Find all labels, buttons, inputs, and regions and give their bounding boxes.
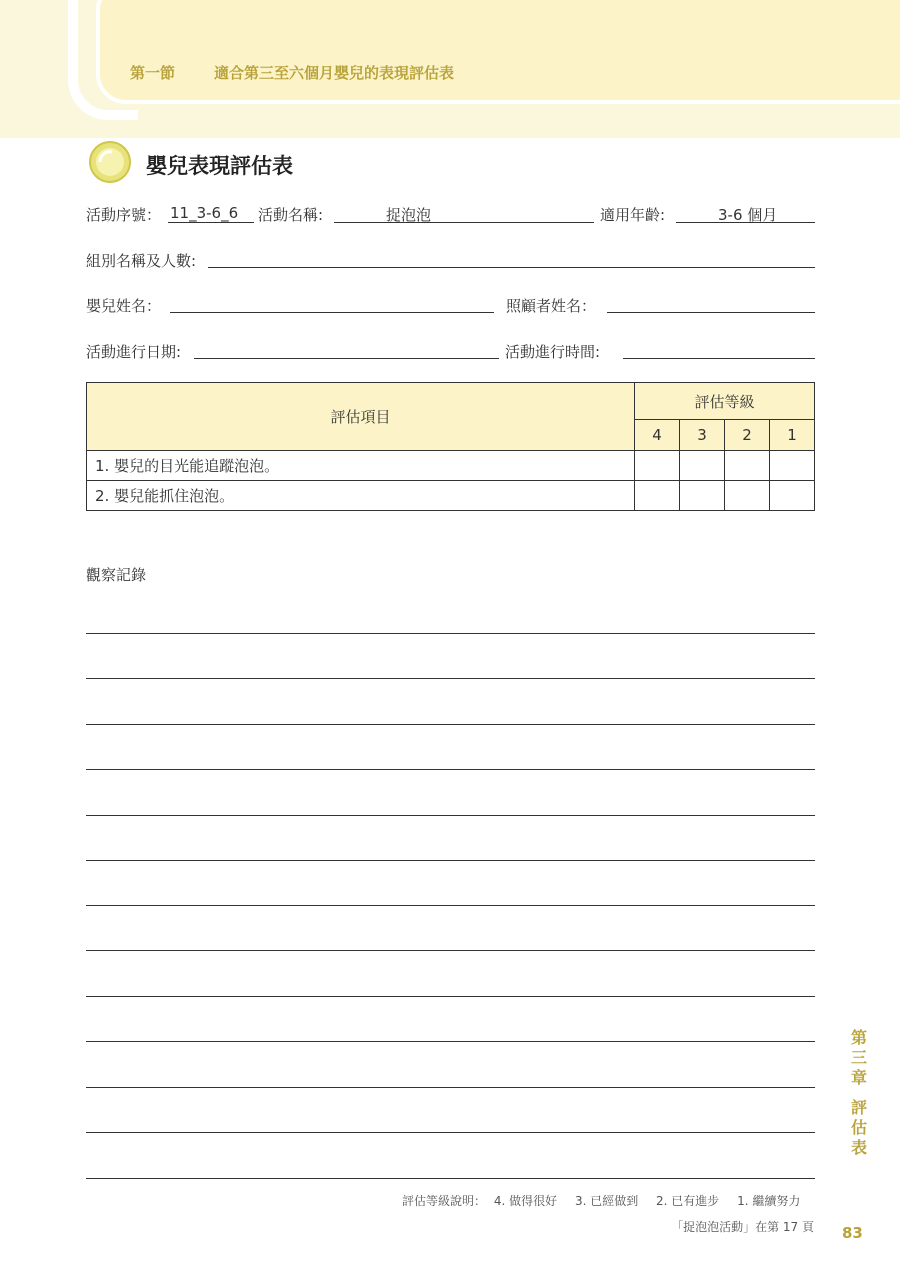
rating-cell-1[interactable] bbox=[770, 451, 815, 481]
form-title: 嬰兒表現評估表 bbox=[146, 154, 293, 178]
observation-line[interactable] bbox=[86, 1178, 815, 1179]
rating-legend bbox=[402, 1192, 800, 1209]
legend-item: 2. 已有進步 bbox=[656, 1194, 720, 1208]
group-line[interactable] bbox=[208, 267, 815, 268]
date-line[interactable] bbox=[194, 358, 499, 359]
chapter-tab: 第 三 章 bbox=[850, 1028, 867, 1087]
age-value: 3-6 個月 bbox=[718, 206, 778, 224]
rating-cell-3[interactable] bbox=[680, 451, 725, 481]
observation-line[interactable] bbox=[86, 905, 815, 906]
item-header: 評估項目 bbox=[87, 383, 635, 451]
activity-no-value: 11_3-6_6 bbox=[170, 204, 239, 222]
legend-item: 1. 繼續努力 bbox=[737, 1194, 801, 1208]
group-label: 組別名稱及人數: bbox=[86, 252, 197, 270]
observation-line[interactable] bbox=[86, 633, 815, 634]
age-label: 適用年齡: bbox=[600, 206, 666, 224]
level-3: 3 bbox=[680, 420, 725, 451]
section-number: 第一節 bbox=[130, 64, 176, 82]
observation-line[interactable] bbox=[86, 1041, 815, 1042]
table-row bbox=[87, 481, 815, 511]
assessment-item: 2. 嬰兒能抓住泡泡。 bbox=[87, 481, 635, 511]
assessment-item: 1. 嬰兒的目光能追蹤泡泡。 bbox=[87, 451, 635, 481]
activity-name-label: 活動名稱: bbox=[258, 206, 324, 224]
level-4: 4 bbox=[635, 420, 680, 451]
chapter-name-tab: 評 估 表 bbox=[850, 1098, 867, 1157]
section-title: 適合第三至六個月嬰兒的表現評估表 bbox=[214, 64, 455, 82]
date-label: 活動進行日期: bbox=[86, 343, 182, 361]
legend-item: 4. 做得很好 bbox=[493, 1194, 558, 1208]
evaluation-table bbox=[86, 382, 815, 511]
rating-cell-4[interactable] bbox=[635, 481, 680, 511]
level-2: 2 bbox=[725, 420, 770, 451]
baby-name-line[interactable] bbox=[170, 312, 494, 313]
rating-cell-2[interactable] bbox=[725, 481, 770, 511]
time-line[interactable] bbox=[623, 358, 815, 359]
caregiver-label: 照顧者姓名： bbox=[506, 297, 597, 315]
bubble-icon bbox=[88, 140, 132, 184]
page-reference: 「捉泡泡活動」在第 17 頁 bbox=[671, 1220, 814, 1234]
activity-no-line bbox=[168, 222, 254, 223]
observation-line[interactable] bbox=[86, 769, 815, 770]
observation-line[interactable] bbox=[86, 860, 815, 861]
observation-line[interactable] bbox=[86, 724, 815, 725]
rating-cell-1[interactable] bbox=[770, 481, 815, 511]
observation-label: 觀察記錄 bbox=[86, 566, 147, 584]
caregiver-line[interactable] bbox=[607, 312, 815, 313]
rating-cell-2[interactable] bbox=[725, 451, 770, 481]
table-row bbox=[87, 451, 815, 481]
rating-cell-3[interactable] bbox=[680, 481, 725, 511]
level-1: 1 bbox=[770, 420, 815, 451]
observation-line[interactable] bbox=[86, 678, 815, 679]
level-header: 評估等級 bbox=[635, 383, 815, 420]
header-decoration bbox=[68, 0, 138, 120]
rating-cell-4[interactable] bbox=[635, 451, 680, 481]
legend-item: 3. 已經做到 bbox=[574, 1194, 639, 1208]
page-number: 83 bbox=[842, 1224, 863, 1242]
baby-name-label: 嬰兒姓名： bbox=[86, 297, 162, 315]
time-label: 活動進行時間: bbox=[505, 343, 601, 361]
observation-line[interactable] bbox=[86, 950, 815, 951]
observation-line[interactable] bbox=[86, 1132, 815, 1133]
observation-line[interactable] bbox=[86, 996, 815, 997]
header-panel bbox=[96, 0, 900, 104]
activity-name-line bbox=[334, 222, 594, 223]
observation-line[interactable] bbox=[86, 815, 815, 816]
observation-line[interactable] bbox=[86, 1087, 815, 1088]
activity-name-value: 捉泡泡 bbox=[386, 206, 432, 224]
legend-label: 評估等級說明： bbox=[402, 1194, 487, 1208]
activity-no-label: 活動序號： bbox=[86, 206, 162, 224]
